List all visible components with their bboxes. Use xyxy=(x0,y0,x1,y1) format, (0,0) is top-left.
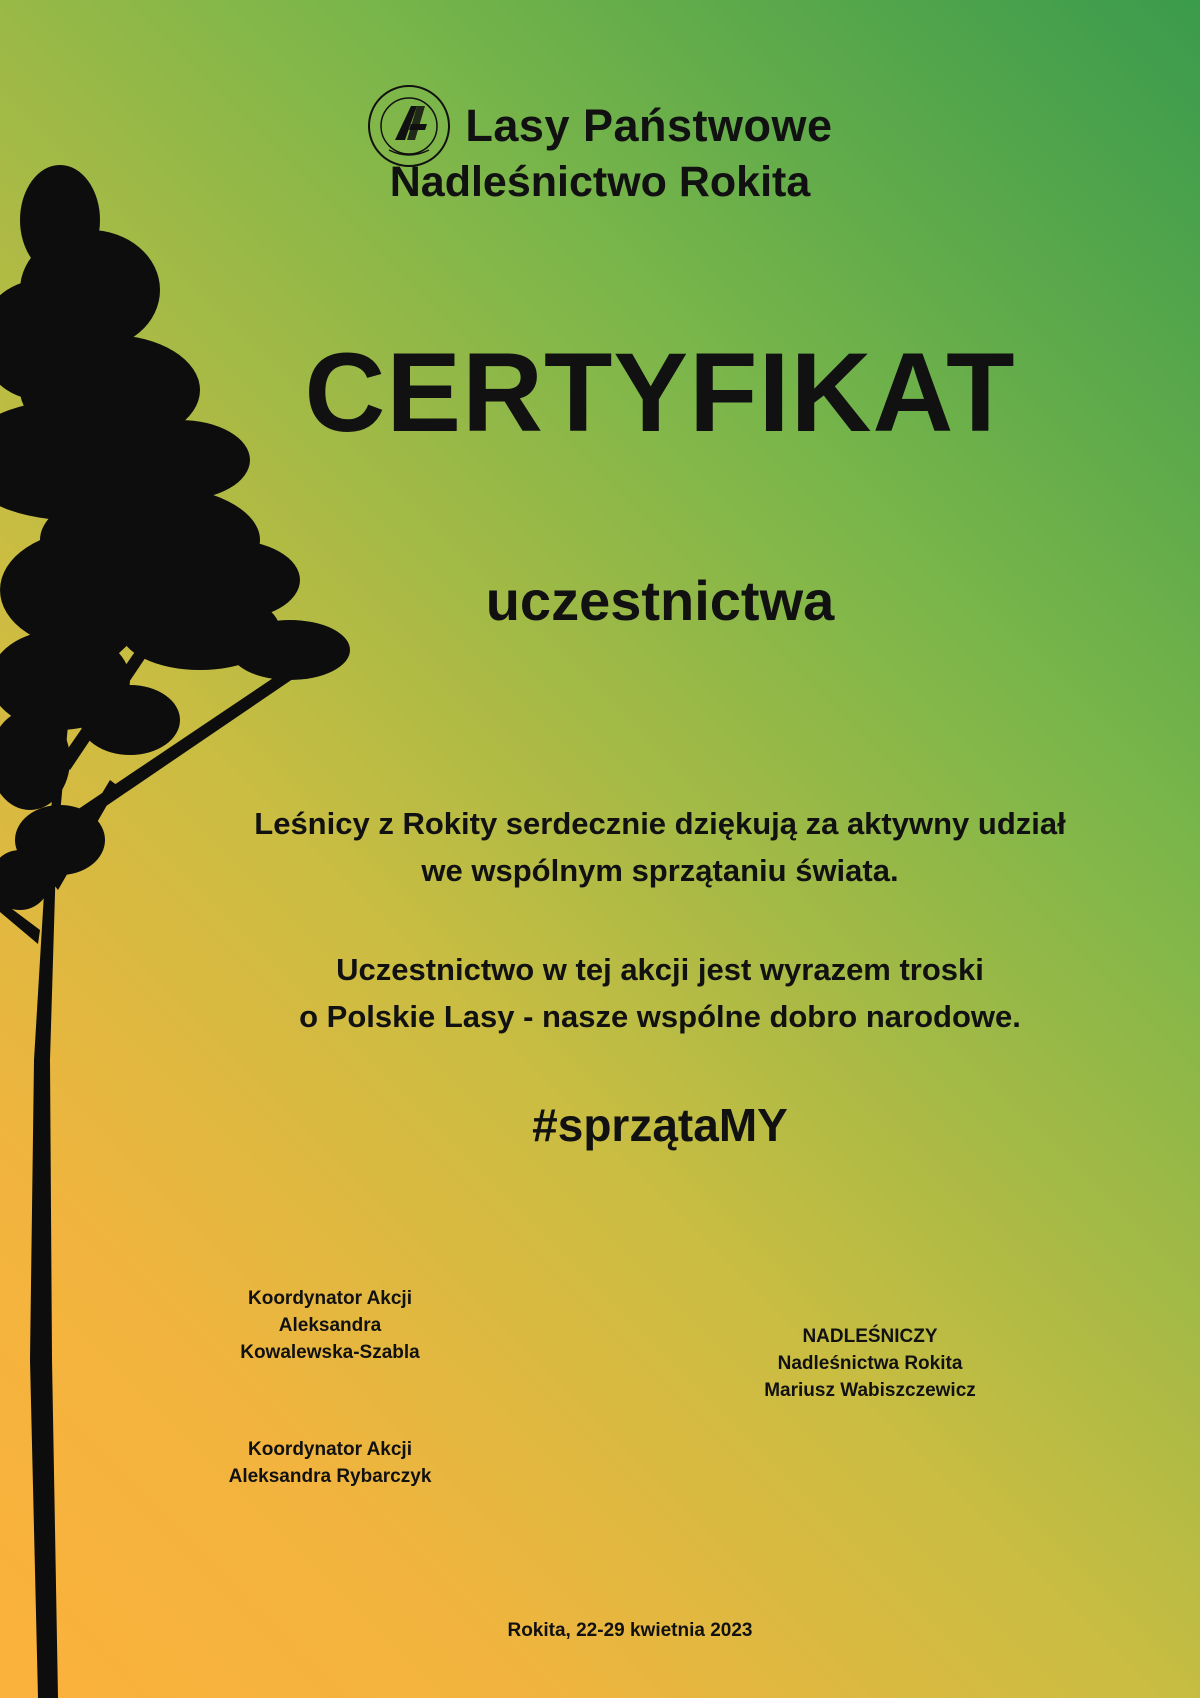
signature-role: NADLEŚNICZY xyxy=(802,1326,938,1347)
signature-name-line-1: Aleksandra xyxy=(278,1315,382,1336)
thanks-paragraph xyxy=(0,800,1200,894)
signature-name: Aleksandra Rybarczyk xyxy=(228,1466,432,1487)
lasy-panstwowe-logo-icon xyxy=(367,84,451,168)
org-name: Lasy Państwowe xyxy=(465,100,833,151)
signature-coordinator-1 xyxy=(180,1285,480,1366)
care-line-1: Uczestnictwo w tej akcji jest wyrazem troski xyxy=(336,952,984,987)
certificate-subtitle: uczestnictwa xyxy=(485,569,835,632)
hashtag: #sprzątaMY xyxy=(532,1099,788,1151)
signature-name-line-2: Kowalewska-Szabla xyxy=(240,1342,420,1363)
certificate-title: CERTYFIKAT xyxy=(304,330,1016,455)
thanks-line-2: we wspólnym sprzątaniu świata. xyxy=(421,853,899,888)
signature-forester xyxy=(720,1323,1020,1404)
signature-role: Koordynator Akcji xyxy=(248,1439,412,1460)
header xyxy=(0,84,1200,168)
signature-role: Koordynator Akcji xyxy=(248,1288,412,1309)
signature-unit: Nadleśnictwa Rokita xyxy=(777,1353,963,1374)
signature-name: Mariusz Wabiszczewicz xyxy=(764,1380,976,1401)
unit-name: Nadleśnictwo Rokita xyxy=(389,158,811,206)
thanks-line-1: Leśnicy z Rokity serdecznie dziękują za aktywny udział xyxy=(254,806,1066,841)
care-line-2: o Polskie Lasy - nasze wspólne dobro narodowe. xyxy=(299,999,1021,1034)
care-paragraph xyxy=(0,946,1200,1040)
place-and-date: Rokita, 22-29 kwietnia 2023 xyxy=(507,1620,753,1641)
signature-coordinator-2 xyxy=(180,1436,480,1490)
